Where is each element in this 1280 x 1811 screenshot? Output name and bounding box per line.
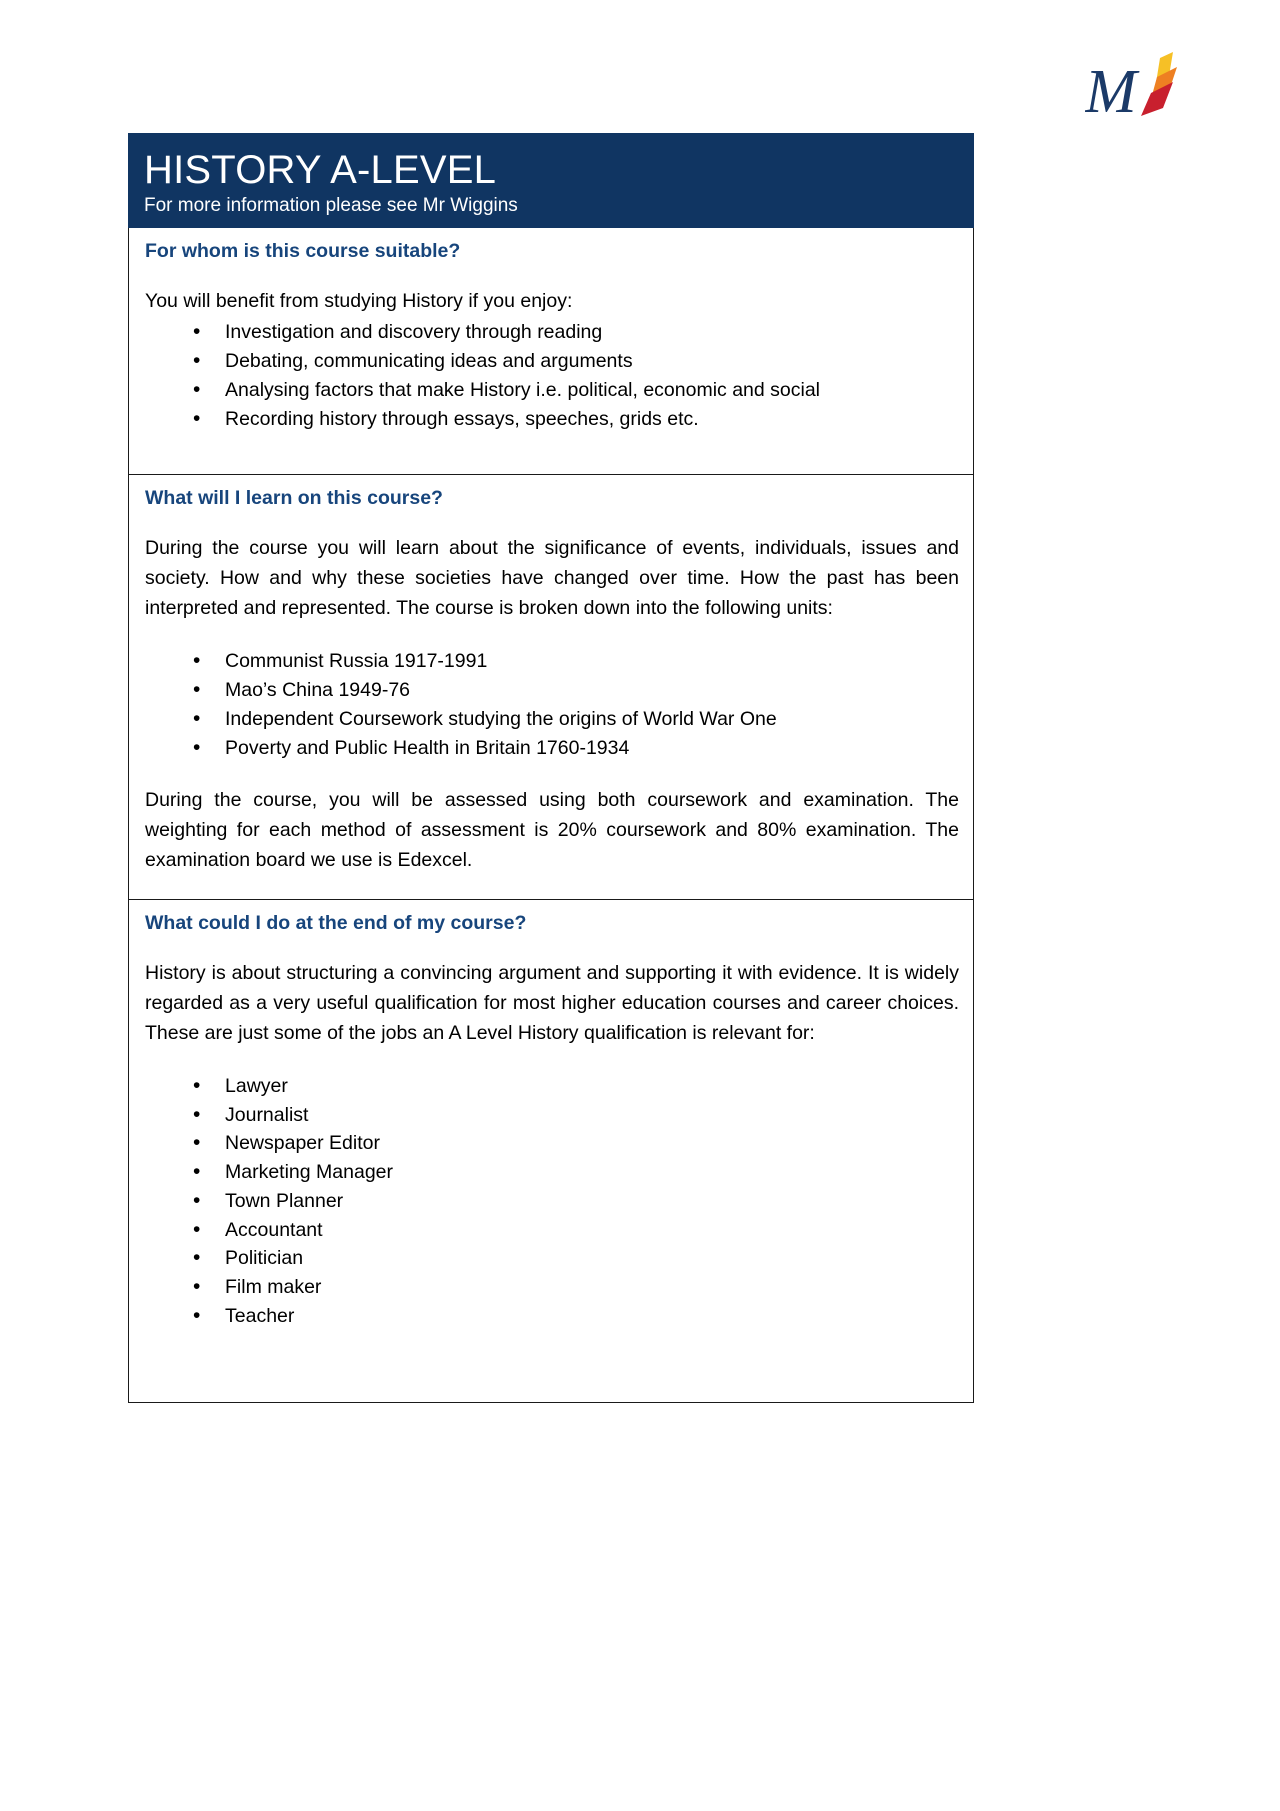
page-subtitle: For more information please see Mr Wiggins <box>144 195 518 216</box>
section-careers <box>128 900 974 1403</box>
list-item: • Politician <box>145 1244 959 1273</box>
list-item: • Marketing Manager <box>145 1158 959 1187</box>
list-item: • Teacher <box>145 1302 959 1331</box>
section-intro-text: You will benefit from studying History if you enjoy: <box>145 290 573 312</box>
section-suitability <box>128 228 974 475</box>
list-item: • Investigation and discovery through reading <box>145 318 959 347</box>
section-heading: What could I do at the end of my course? <box>145 912 527 934</box>
list-item: • Communist Russia 1917-1991 <box>145 647 959 676</box>
careers-bullet-list <box>145 1072 959 1330</box>
list-item: • Analysing factors that make History i.e. political, economic and social <box>145 376 959 405</box>
section-learning <box>128 475 974 900</box>
section-bottom-spacer <box>145 875 959 885</box>
section-bottom-spacer <box>145 1330 959 1388</box>
list-item: • Lawyer <box>145 1072 959 1101</box>
page-title: HISTORY A-LEVEL <box>144 148 497 192</box>
list-item: • Mao’s China 1949-76 <box>145 676 959 705</box>
svg-text:M: M <box>1085 58 1137 122</box>
school-flame-logo <box>1085 50 1195 122</box>
section-bottom-spacer <box>145 434 959 460</box>
list-item: • Recording history through essays, speeches, grids etc. <box>145 405 959 434</box>
section-heading: What will I learn on this course? <box>145 487 443 509</box>
section-heading: For whom is this course suitable? <box>145 240 461 262</box>
list-item: • Town Planner <box>145 1187 959 1216</box>
section-intro-text: History is about structuring a convincing argument and supporting it with evidence. It is widely regarded as a very useful qualification for most higher education courses and career choices. These are just some of the jobs an A Level History qualification is relevant for: <box>145 962 959 1044</box>
list-item: • Debating, communicating ideas and arguments <box>145 347 959 376</box>
course-units-bullet-list <box>145 647 959 763</box>
list-item: • Independent Coursework studying the origins of World War One <box>145 705 959 734</box>
assessment-text: During the course, you will be assessed using both coursework and examination. The weighting for each method of assessment is 20% coursework and 80% examination. The examination board we use is Edexcel. <box>145 789 959 871</box>
list-item: • Poverty and Public Health in Britain 1760-1934 <box>145 734 959 763</box>
page-header-banner <box>128 133 974 228</box>
list-item: • Accountant <box>145 1216 959 1245</box>
course-information-sheet <box>128 133 974 1403</box>
list-item: • Film maker <box>145 1273 959 1302</box>
suitability-bullet-list <box>145 318 959 434</box>
section-intro-text: During the course you will learn about the significance of events, individuals, issues and society. How and why these societies have changed over time. How the past has been interpreted and represented. The course is broken down into the following units: <box>145 537 959 619</box>
list-item: • Journalist <box>145 1101 959 1130</box>
list-item: • Newspaper Editor <box>145 1129 959 1158</box>
